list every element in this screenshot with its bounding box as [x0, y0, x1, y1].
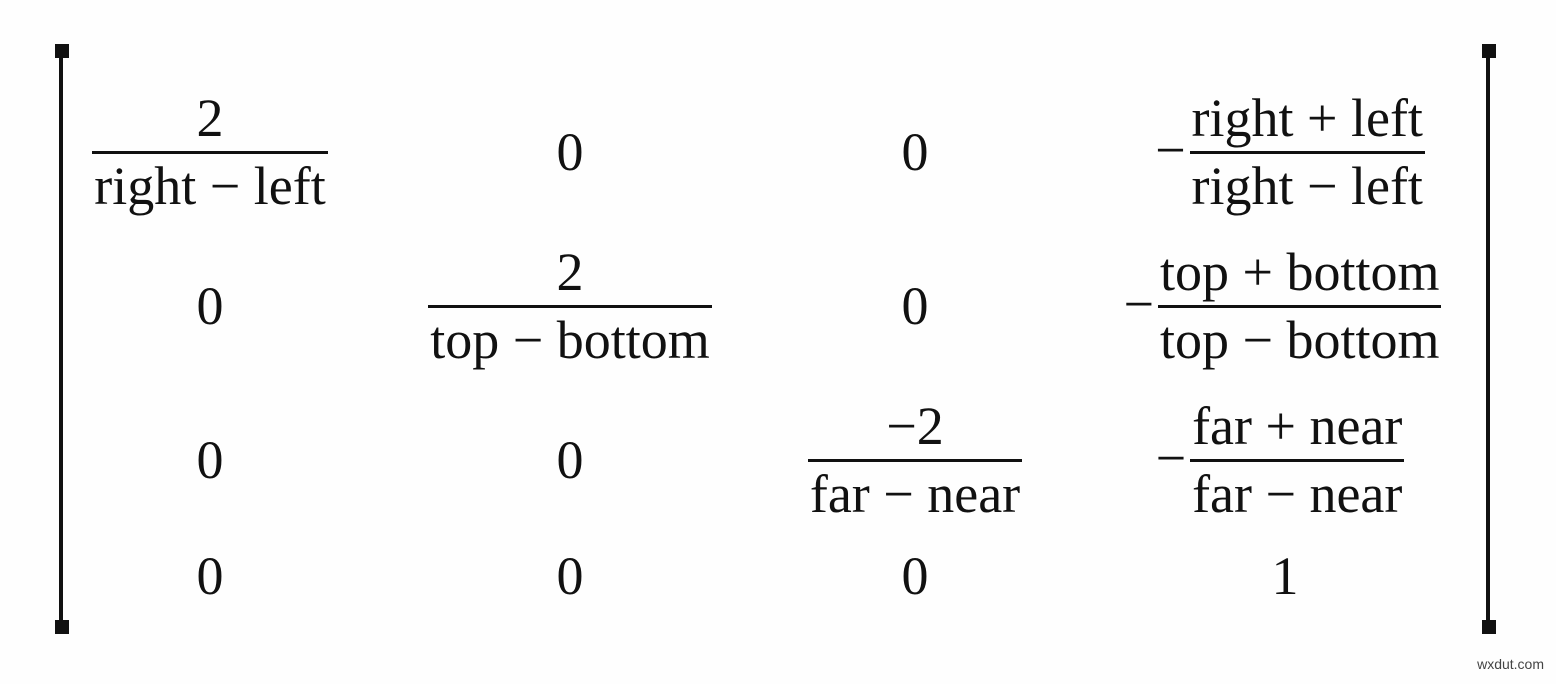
cell-r4-c3 [815, 536, 1015, 616]
right-bracket [1482, 44, 1496, 634]
numerator: 2 [556, 241, 584, 302]
entry-value: 0 [901, 546, 929, 606]
denominator: top − bottom [430, 309, 710, 370]
denominator: far − near [1192, 463, 1403, 524]
entry-value: 0 [556, 122, 584, 182]
numerator: far + near [1192, 395, 1403, 456]
fraction-bar [1190, 151, 1425, 154]
fraction-bar [1158, 305, 1441, 308]
minus-sign: − [1155, 120, 1186, 180]
entry-value: 0 [556, 430, 584, 490]
cell-r2-c3 [815, 238, 1015, 374]
entry-value: 0 [196, 430, 224, 490]
cell-r4-c1 [110, 536, 310, 616]
cell-r2-c4 [1090, 238, 1475, 374]
fraction-bar [92, 151, 327, 154]
left-bracket [55, 44, 69, 634]
cell-r1-c3 [815, 84, 1015, 220]
cell-r2-c2 [400, 238, 740, 374]
entry-value: 0 [901, 122, 929, 182]
entry-value: 0 [901, 276, 929, 336]
fraction [1190, 87, 1425, 216]
numerator: 2 [196, 87, 224, 148]
entry-value: 1 [1271, 546, 1299, 606]
cell-r2-c1 [110, 238, 310, 374]
fraction-bar [1190, 459, 1404, 462]
fraction-bar [808, 459, 1022, 462]
fraction [428, 241, 711, 370]
negated-fraction [1155, 87, 1425, 216]
minus-sign: − [1123, 274, 1154, 334]
numerator: right + left [1191, 87, 1423, 148]
fraction [808, 395, 1022, 524]
cell-r4-c2 [470, 536, 670, 616]
denominator: far − near [809, 463, 1021, 524]
denominator: right − left [1191, 155, 1423, 216]
watermark-text: wxdut.com [1477, 656, 1544, 672]
cell-r4-c4 [1185, 536, 1385, 616]
cell-r3-c3 [780, 392, 1050, 528]
fraction [92, 87, 327, 216]
cell-r3-c4 [1110, 392, 1450, 528]
entry-value: 0 [196, 276, 224, 336]
fraction [1158, 241, 1441, 370]
cell-r1-c2 [470, 84, 670, 220]
cell-r3-c2 [470, 392, 670, 528]
entry-value: 0 [556, 546, 584, 606]
denominator: right − left [94, 155, 326, 216]
fraction [1190, 395, 1404, 524]
negated-fraction [1123, 241, 1442, 370]
denominator: top − bottom [1160, 309, 1440, 370]
cell-r1-c1 [70, 84, 350, 220]
numerator: −2 [886, 395, 944, 456]
negated-fraction [1155, 395, 1405, 524]
numerator: top + bottom [1160, 241, 1440, 302]
minus-sign: − [1155, 428, 1187, 488]
cell-r3-c1 [110, 392, 310, 528]
entry-value: 0 [196, 546, 224, 606]
cell-r1-c4 [1110, 84, 1470, 220]
fraction-bar [428, 305, 711, 308]
